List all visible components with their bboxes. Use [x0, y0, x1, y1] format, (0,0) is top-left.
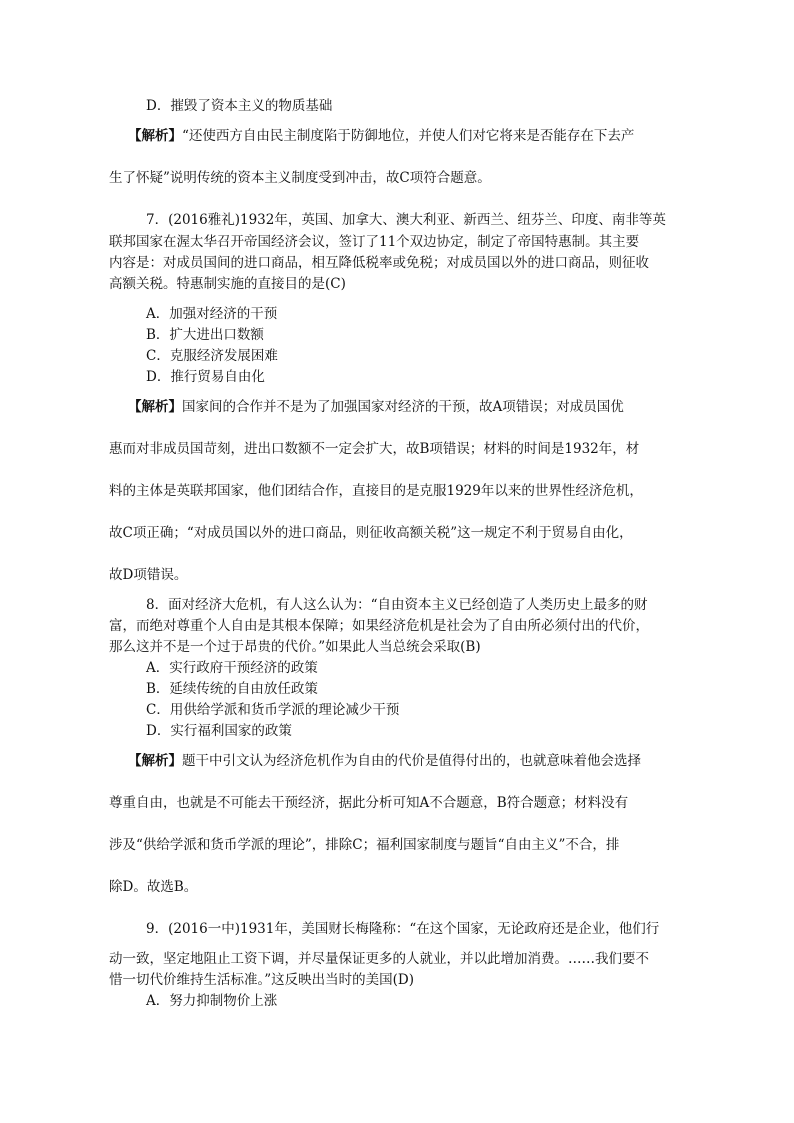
- text-line: 料的主体是英联邦国家，他们团结合作，直接目的是克服1929年以来的世界性经济危机，: [109, 483, 643, 499]
- text-line: 生了怀疑”说明传统的资本主义制度受到冲击，故C项符合题意。: [109, 170, 491, 186]
- text-line: 那么这并不是一个过于昂贵的代价。”如果此人当总统会采取(B): [109, 639, 481, 655]
- option-c: C．克服经济发展困难: [146, 348, 278, 364]
- option-b: B．延续传统的自由放任政策: [146, 681, 318, 697]
- option-c: C．用供给学派和货币学派的理论减少干预: [146, 702, 400, 718]
- option-a: A．加强对经济的干预: [146, 306, 278, 322]
- option-a: A．实行政府干预经济的政策: [146, 660, 318, 676]
- question-7: 7．(2016雅礼)1932年，英国、加拿大、澳大利亚、新西兰、纽芬兰、印度、南非等英: [146, 212, 666, 228]
- question-9: 9．(2016一中)1931年，美国财长梅隆称：“在这个国家，无论政府还是企业，他们行: [146, 921, 660, 937]
- option-d: D．推行贸易自由化: [146, 369, 265, 385]
- text-line: 除D。故选B。: [109, 879, 198, 895]
- question-8: 8．面对经济大危机，有人这么认为：“自由资本主义已经创造了人类历史上最多的财: [146, 597, 648, 613]
- analysis-paragraph: 【解析】国家间的合作并不是为了加强国家对经济的干预，故A项错误；对成员国优: [128, 399, 624, 415]
- text-line: 故C项正确；“对成员国以外的进口商品，则征收高额关税”这一规定不利于贸易自由化，: [109, 525, 633, 541]
- text-line: 涉及“供给学派和货币学派的理论”，排除C；福利国家制度与题旨“自由主义”不合，排: [109, 837, 620, 853]
- text-line: 联邦国家在渥太华召开帝国经济会议，签订了11个双边协定，制定了帝国特惠制。其主要: [109, 234, 640, 250]
- analysis-tag: 【解析】: [128, 753, 182, 769]
- text-line: 内容是：对成员国间的进口商品，相互降低税率或免税；对成员国以外的进口商品，则征收: [109, 255, 649, 271]
- text-line: 惠而对非成员国苛刻，进出口数额不一定会扩大，故B项错误；材料的时间是1932年，材: [109, 441, 640, 457]
- analysis-tag: 【解析】: [128, 128, 182, 144]
- text-line: 尊重自由，也就是不可能去干预经济，据此分析可知A不合题意，B符合题意；材料没有: [109, 795, 629, 811]
- text-line: 动一致，坚定地阻止工资下调，并尽量保证更多的人就业，并以此增加消费。……我们要不: [109, 951, 649, 967]
- text-line: 高额关税。特惠制实施的直接目的是(C): [109, 276, 346, 292]
- text-line: 富，而绝对尊重个人自由是其根本保障；如果经济危机是社会为了自由所必须付出的代价，: [109, 618, 649, 634]
- text-line: 惜一切代价维持生活标准。”这反映出当时的美国(D): [109, 972, 415, 988]
- option-d: D．摧毁了资本主义的物质基础: [146, 98, 333, 114]
- option-d: D．实行福利国家的政策: [146, 723, 292, 739]
- option-a: A．努力抑制物价上涨: [146, 993, 278, 1009]
- option-b: B．扩大进出口数额: [146, 327, 264, 343]
- analysis-paragraph: 【解析】“还使西方自由民主制度陷于防御地位，并使人们对它将来是否能存在下去产: [128, 128, 635, 144]
- analysis-paragraph: 【解析】题干中引文认为经济危机作为自由的代价是值得付出的，也就意味着他会选择: [128, 753, 641, 769]
- analysis-tag: 【解析】: [128, 399, 182, 415]
- text-line: 故D项错误。: [109, 567, 188, 583]
